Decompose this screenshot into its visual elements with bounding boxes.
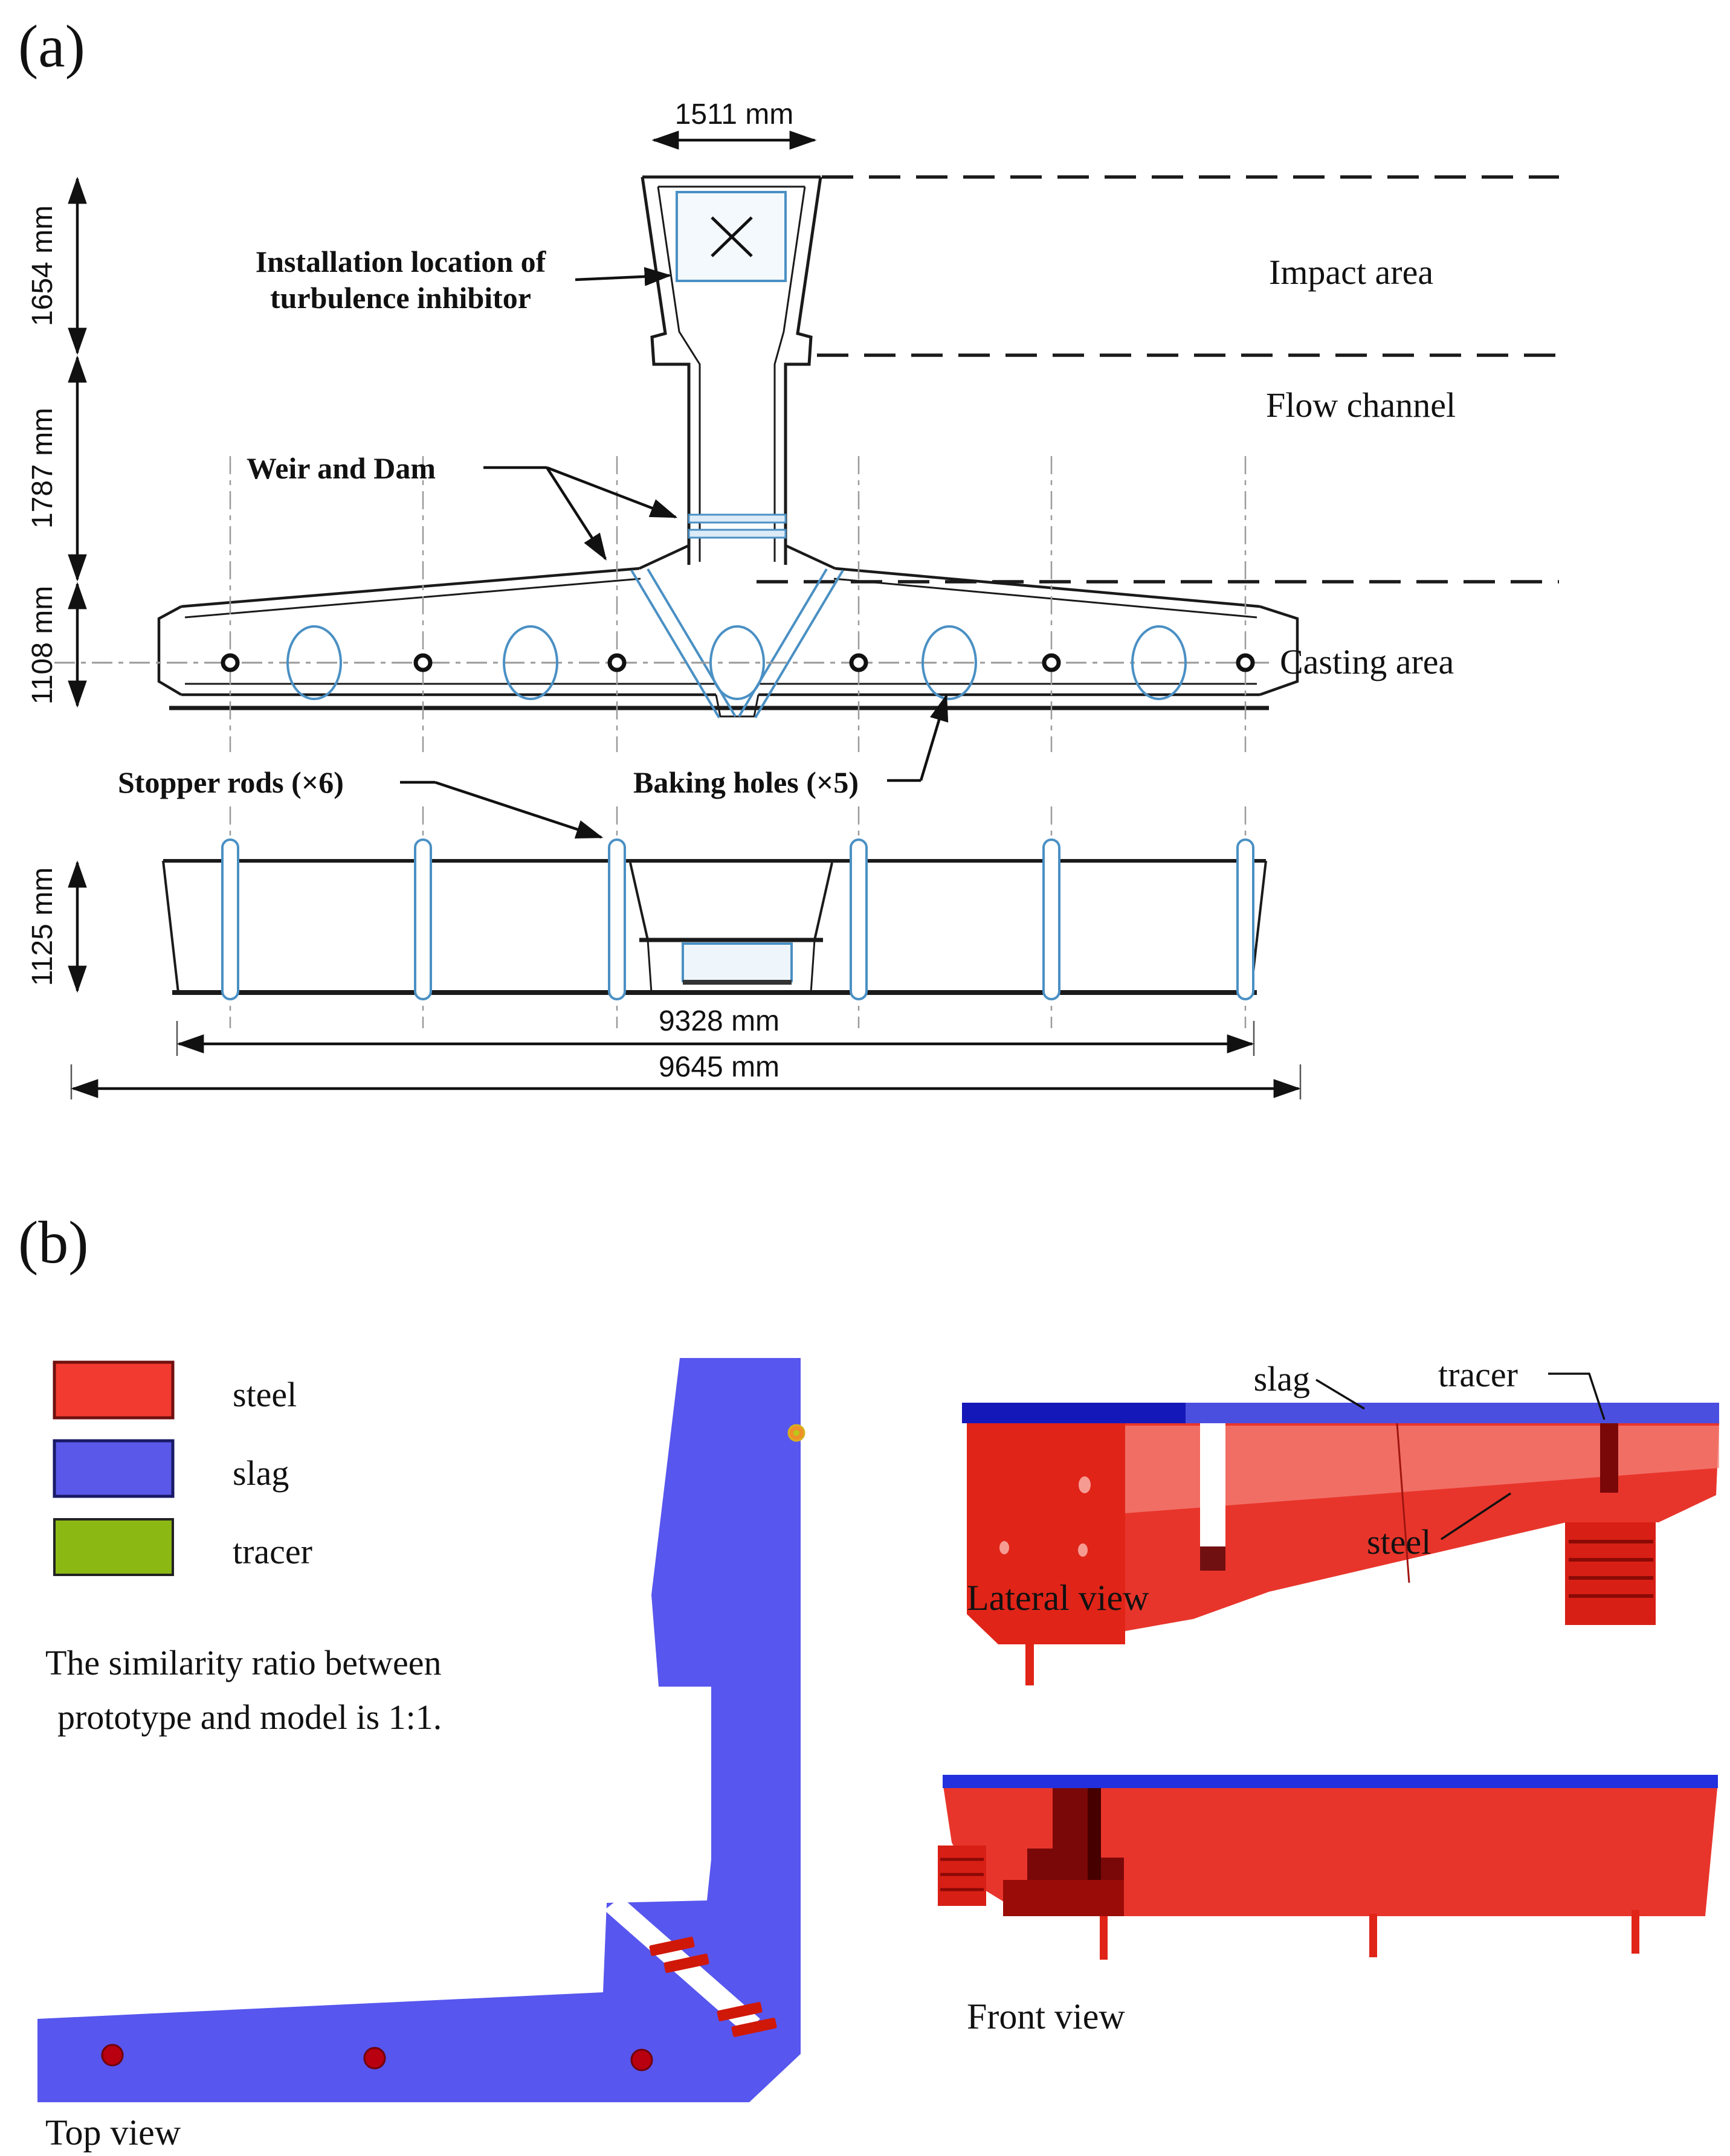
top-view-tracer-dot-center (793, 1430, 799, 1436)
annotation-installation (256, 245, 670, 315)
panel-a (18, 13, 1559, 1099)
installation-arrow (575, 275, 670, 280)
channel-weir-bands (689, 515, 786, 538)
stopper-rods-label: Stopper rods (×6) (118, 765, 344, 799)
stopper-rods-arrow (435, 782, 601, 837)
panel-a-label: (a) (18, 13, 85, 80)
casting-body-outline (159, 545, 1297, 695)
well-weir-box (683, 944, 792, 981)
dim-impact-height: 1654 mm (27, 205, 59, 327)
dim-casting-height: 1108 mm (27, 585, 59, 705)
installation-label-line2: turbulence inhibitor (270, 281, 531, 315)
lateral-gap (1200, 1423, 1225, 1546)
lateral-rod (1025, 1644, 1034, 1685)
label-flow-channel: Flow channel (1266, 385, 1456, 425)
note-line1: The similarity ratio between (45, 1643, 442, 1682)
legend-swatch-slag (54, 1441, 173, 1496)
legend-label-slag: slag (233, 1453, 289, 1493)
front-rods (1100, 1910, 1639, 1960)
panel-b-label: (b) (18, 1209, 89, 1276)
lateral-steel-label: steel (1367, 1522, 1431, 1562)
bottom-dimensions (71, 1005, 1300, 1099)
weir-dam-arrow-2 (547, 468, 605, 559)
dim-side-height: 1125 mm (27, 867, 59, 986)
front-view (938, 1775, 1718, 2036)
annotation-stopper-rods (118, 765, 601, 837)
lateral-tracer-slot (1600, 1423, 1618, 1493)
annotation-weir-dam (247, 451, 676, 559)
legend-label-tracer: tracer (233, 1532, 312, 1571)
lateral-slag-layer-dark (962, 1403, 1186, 1423)
lateral-view-label: Lateral view (967, 1578, 1149, 1618)
label-casting-area: Casting area (1280, 642, 1454, 681)
legend-label-steel: steel (233, 1375, 297, 1414)
annotation-baking-holes (633, 696, 946, 799)
panel-b (18, 1209, 1719, 2152)
lateral-view (962, 1355, 1719, 1685)
front-slag-layer (943, 1775, 1718, 1788)
weir-dam-label: Weir and Dam (247, 451, 436, 485)
front-outlet-block (938, 1845, 986, 1906)
side-elevation-view (163, 806, 1266, 1028)
baking-holes-label: Baking holes (×5) (633, 765, 859, 799)
weir-dam-arrow-1 (547, 468, 676, 517)
lateral-slag-label: slag (1253, 1359, 1310, 1398)
legend-swatch-steel (54, 1362, 173, 1418)
label-impact-area: Impact area (1269, 253, 1434, 292)
front-view-label: Front view (967, 1997, 1125, 2036)
dim-flow-height: 1787 mm (27, 407, 59, 529)
note-line2: prototype and model is 1:1. (57, 1697, 442, 1737)
dim-outer-length: 9645 mm (658, 1051, 780, 1083)
lateral-gap-block (1200, 1546, 1225, 1571)
dim-inner-length: 9328 mm (658, 1005, 780, 1037)
lateral-outlet-block (1565, 1522, 1656, 1625)
top-view-label: Top view (45, 2113, 181, 2152)
region-boundary-lines (757, 177, 1559, 582)
left-dimension-stack (27, 179, 77, 991)
legend-swatch-tracer (54, 1519, 173, 1575)
installation-label-line1: Installation location of (255, 245, 546, 278)
dim-top-width: 1511 mm (674, 98, 794, 130)
lateral-tracer-label: tracer (1438, 1355, 1518, 1394)
legend (54, 1362, 312, 1575)
